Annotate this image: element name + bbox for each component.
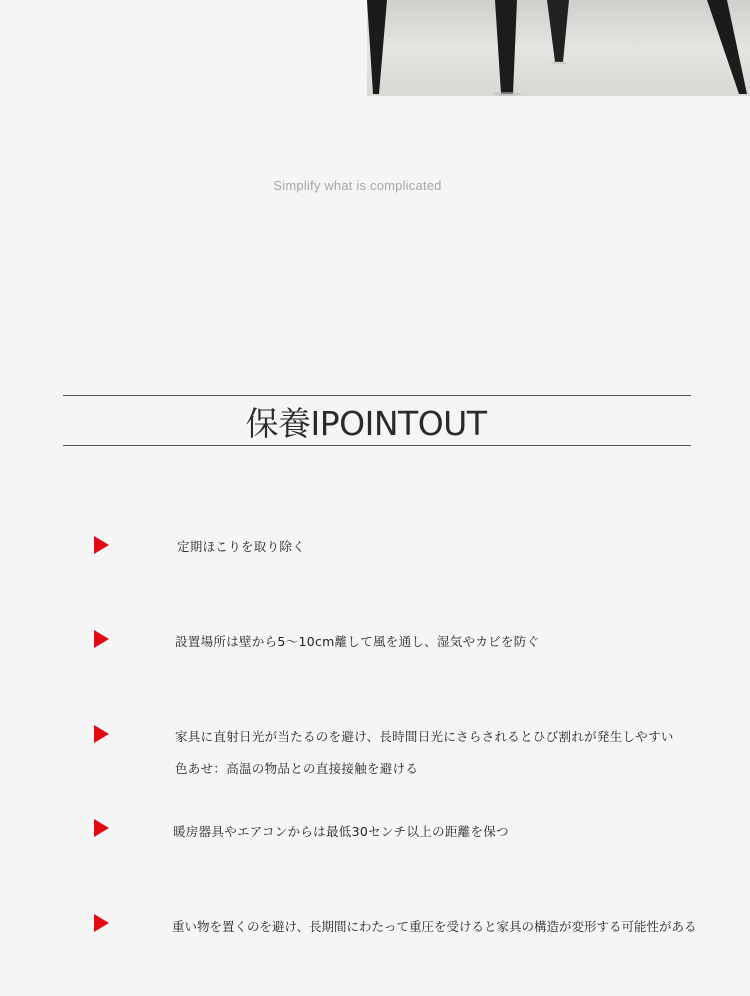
- section-title-top-rule: [63, 395, 691, 396]
- red-arrow-icon: [94, 725, 109, 743]
- chair-legs-photo: [367, 0, 750, 96]
- care-item-text: 定期ほこりを取り除く: [177, 539, 306, 554]
- care-item-text: 家具に直射日光が当たるのを避け、長時間日光にさらされるとひび割れが発生しやすい: [175, 729, 674, 744]
- care-item-text: 暖房器具やエアコンからは最低30センチ以上の距離を保つ: [173, 824, 509, 839]
- care-item-text-line-2: 色あせ：高温の物品との直接接触を避ける: [175, 761, 419, 776]
- section-title: 保養IPOINTOUT: [245, 404, 487, 443]
- red-arrow-icon: [94, 819, 109, 837]
- section-title-bottom-rule: [63, 445, 691, 446]
- red-arrow-icon: [94, 914, 109, 932]
- red-arrow-icon: [94, 536, 109, 554]
- tagline: Simplify what is complicated: [273, 178, 442, 193]
- care-item-text: 設置場所は壁から5〜10cm離して風を通し、湿気やカビを防ぐ: [175, 634, 540, 649]
- red-arrow-icon: [94, 630, 109, 648]
- care-item-text: 重い物を置くのを避け、長期間にわたって重圧を受けると家具の構造が変形する可能性がある: [172, 919, 697, 934]
- chair-legs-illustration: [367, 0, 750, 96]
